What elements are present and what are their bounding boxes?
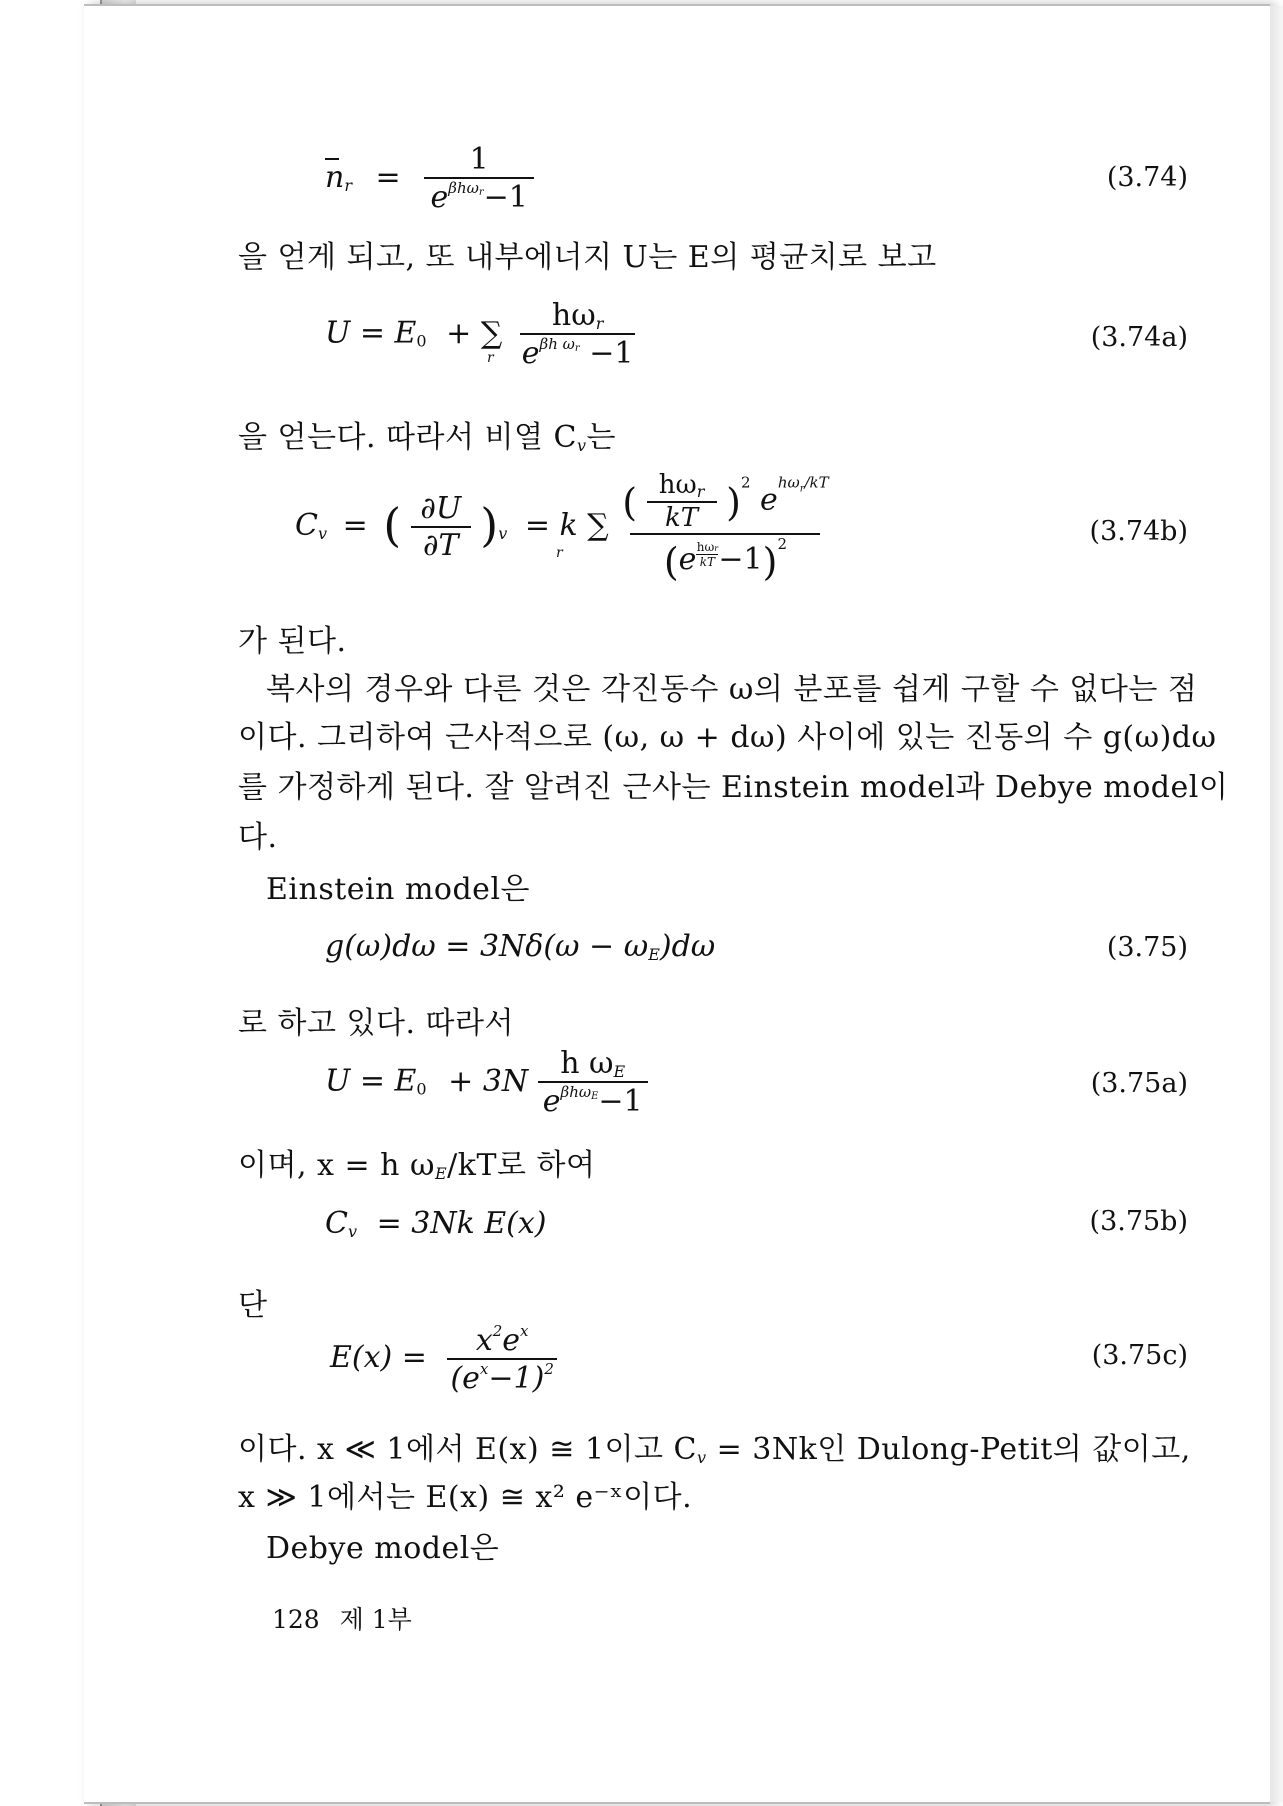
text-sub: v: [576, 436, 587, 455]
fraction-numerator: 1: [469, 142, 489, 177]
paragraph-line: [238, 412, 616, 456]
text-run: /kT로 하여: [447, 1148, 596, 1183]
eq-lhs: U = E: [325, 1063, 417, 1099]
partial-derivative: [411, 491, 471, 563]
pd-sub: v: [498, 524, 508, 543]
eq-lhs: E(x) =: [330, 1340, 427, 1375]
den-exp-num: hω: [696, 540, 715, 554]
operator: + 3N: [448, 1063, 529, 1099]
equation-3-75: [325, 929, 715, 964]
equation-number: (3.74b): [1089, 516, 1188, 547]
inner-numerator: hω: [658, 470, 697, 500]
fraction: ( $\frac{h\omega_r}{kT}$ )$^2$ $e^{h\omega r/kT}$ (e hωr kT −1)$^2$: [622, 470, 829, 584]
den-tail: −1: [483, 180, 528, 215]
den-base: e: [521, 336, 540, 371]
exp: hω: [777, 473, 800, 492]
den-base: e: [678, 542, 697, 577]
text-run: 이며, x = h ω: [238, 1148, 435, 1183]
equation-3-74: $n_r$ = $\frac{1}{e^{\beta h\omega r}-1}$: [325, 142, 534, 215]
equation-number: (3.75c): [1091, 1340, 1188, 1371]
num-sup: 2: [492, 1322, 503, 1340]
equation-3-74b: $C_v$ = ( $\frac{\partial U}{\partial T}$ )$_v = k$ ∑ ( $\frac{h\omega_r}{kT}$ )$^2$ $e^{h\omega r/kT}$ (e hωr kT −1)$^2$: [295, 470, 833, 584]
text-sub: E: [434, 1164, 448, 1183]
num-sub: r: [595, 314, 604, 333]
paragraph-line: x ≫ 1에서는 E(x) ≅ x² e⁻ˣ이다.: [238, 1480, 693, 1515]
equation-3-75c: [330, 1322, 558, 1396]
paragraph-line: [238, 1424, 1191, 1468]
equation-number: (3.75a): [1090, 1068, 1188, 1099]
square: 2: [740, 473, 751, 492]
num-e: e: [502, 1323, 521, 1358]
paragraph-line: Einstein model은: [266, 872, 531, 907]
den-base: e: [430, 180, 449, 215]
den-exp: βhω: [560, 1083, 592, 1101]
text-run: = 3Nk인 Dulong-Petit의 값이고,: [706, 1432, 1191, 1467]
paragraph-line: 복사의 경우와 다른 것은 각진동수 ω의 분포를 쉽게 구할 수 없다는 점: [266, 672, 1198, 707]
den-exp-sub: r: [478, 187, 484, 198]
eq-lhs: U = E: [325, 315, 417, 351]
eq-rhs: = 3Nk E(x): [376, 1206, 547, 1241]
equation-number: (3.74a): [1090, 322, 1188, 353]
sum-index: r: [556, 545, 563, 561]
den-tail: −1): [488, 1361, 545, 1396]
paragraph-line: 을 얻게 되고, 또 내부에너지 U는 E의 평균치로 보고: [238, 240, 937, 275]
sum-operator: = k ∑: [524, 508, 609, 543]
sum-operator: + ∑: [446, 315, 503, 351]
den-square: 2: [544, 1360, 554, 1378]
sum-index: r: [487, 350, 494, 366]
text-sub: v: [697, 1448, 707, 1467]
num-x: x: [475, 1323, 493, 1358]
square: 2: [777, 535, 788, 553]
den-exp-sub: r: [574, 343, 580, 354]
text-run: 이다. x ≪ 1에서 E(x) ≅ 1이고 C: [238, 1432, 697, 1467]
eq-lhs: n: [325, 159, 345, 195]
equation-3-74a: [325, 298, 637, 371]
eq-lhs-sub: 0: [416, 331, 427, 351]
exp-tail: /kT: [804, 473, 829, 492]
eq-lhs-sub: v: [347, 1222, 358, 1241]
den-tail: −1: [598, 1084, 643, 1119]
pd-denominator: ∂T: [422, 528, 459, 563]
page-number: 128: [272, 1605, 320, 1634]
den-exp: βhω: [448, 179, 479, 197]
inner-num-sub: r: [696, 482, 705, 501]
den-exp: βh ω: [539, 335, 575, 353]
fraction-numerator: hω: [551, 298, 596, 333]
eq-text: g(ω)dω = 3Nδ(ω − ω: [325, 929, 649, 964]
equation-number: (3.75b): [1089, 1206, 1188, 1237]
pd-numerator: ∂U: [420, 491, 462, 526]
den-exp-sub: E: [591, 1091, 599, 1102]
den-exp-den: kT: [699, 555, 716, 569]
exp-sub: r: [799, 483, 805, 495]
fraction: [424, 142, 534, 215]
paragraph-line: 단: [238, 1288, 268, 1323]
paragraph-line: 를 가정하게 된다. 잘 알려진 근사는 Einstein model과 Debye model이: [238, 770, 1229, 805]
fraction-numerator: h ω: [560, 1046, 614, 1081]
num-e-sup: x: [520, 1322, 529, 1340]
equation-3-75a: [325, 1046, 648, 1119]
overline: [325, 158, 339, 160]
eq-lhs: C: [325, 1206, 348, 1241]
den-base: e: [542, 1084, 561, 1119]
paragraph-line: 다.: [238, 820, 278, 855]
den-tail: −1: [589, 336, 634, 371]
paragraph-line: 로 하고 있다. 따라서: [238, 1006, 514, 1041]
eq-lhs-sub: r: [344, 175, 352, 195]
fraction: [518, 298, 638, 371]
paragraph-line: 이다. 그리하여 근사적으로 (ω, ω + dω) 사이에 있는 진동의 수 g(ω)dω: [238, 720, 1217, 755]
equation-3-75b: [325, 1206, 547, 1241]
inner-denominator: kT: [665, 503, 699, 533]
num-sub: E: [613, 1062, 626, 1081]
den-sup: x: [479, 1360, 489, 1378]
eq-tail: )dω: [659, 929, 716, 964]
eq-lhs: C: [295, 508, 318, 543]
paragraph-line: [238, 1140, 595, 1184]
equals: =: [342, 508, 368, 543]
section-label: 제 1부: [339, 1605, 412, 1634]
paragraph-line: Debye model은: [266, 1531, 500, 1566]
eq-sub: E: [648, 945, 660, 964]
den-base: (e: [450, 1361, 480, 1396]
paragraph-line: 가 된다.: [238, 624, 347, 659]
eq-lhs-sub: v: [317, 524, 328, 543]
text-run: 는: [586, 420, 616, 455]
fraction: [538, 1046, 648, 1119]
eq-lhs-sub: 0: [416, 1079, 427, 1099]
den-exp-sub: r: [714, 544, 719, 553]
den-tail: −1: [718, 542, 763, 577]
fraction: [446, 1322, 557, 1396]
text-run: 을 얻는다. 따라서 비열 C: [238, 420, 577, 455]
page-footer: [272, 1600, 412, 1636]
equation-number: (3.75): [1106, 932, 1188, 963]
equation-number: (3.74): [1106, 162, 1188, 193]
